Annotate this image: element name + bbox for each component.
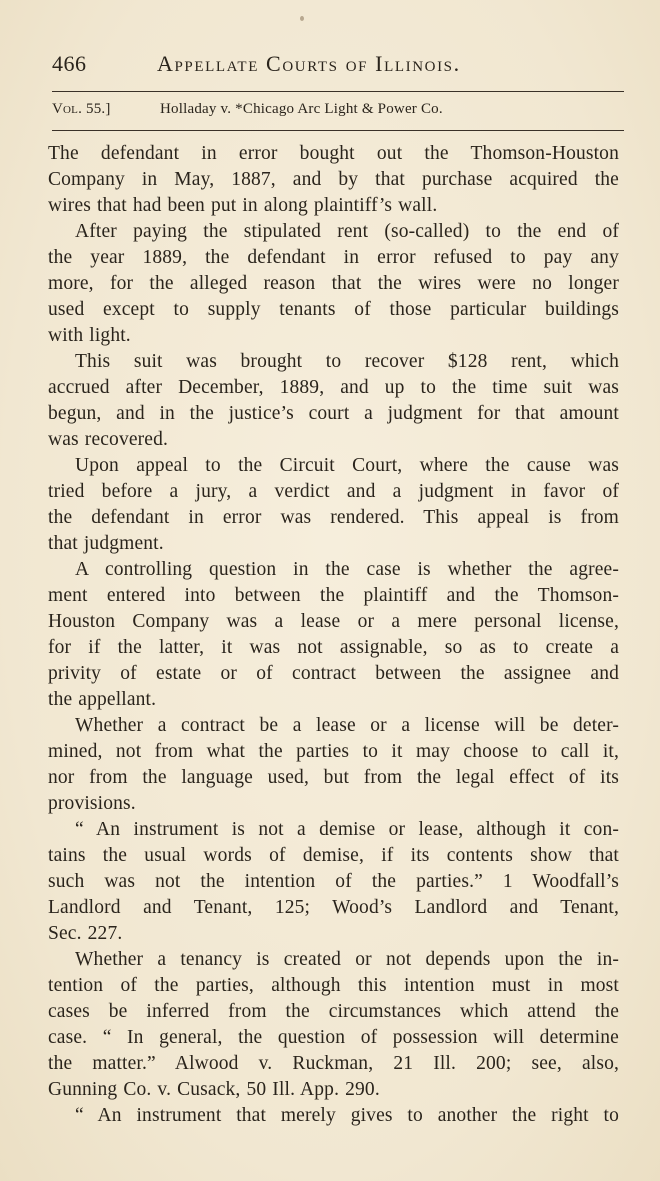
text-line: Upon appeal to the Circuit Court, where the cause was <box>75 455 619 476</box>
text-line: “ An instrument is not a demise or lease, although it con- <box>75 819 619 840</box>
header-rule-bottom <box>52 130 624 131</box>
text-line: more, for the alleged reason that the wires were no longer <box>48 273 619 294</box>
text-line: the defendant in error was rendered. This appeal is from <box>48 507 619 528</box>
text-line: tains the usual words of demise, if its contents show that <box>48 845 619 866</box>
case-name: Holladay v. *Chicago Arc Light & Power Co. <box>160 101 443 117</box>
text-line: used except to supply tenants of those particular buildings <box>48 299 619 320</box>
volume-label: Vol. 55.] <box>52 101 111 117</box>
text-line: wires that had been put in along plaintiff’s wall. <box>48 195 438 216</box>
text-line: case. “ In general, the question of possession will determine <box>48 1027 619 1048</box>
text-line: The defendant in error bought out the Thomson-Houston <box>48 143 619 164</box>
running-title: Appellate Courts of Illinois. <box>157 51 461 76</box>
text-line: tried before a jury, a verdict and a judgment in favor of <box>48 481 619 502</box>
text-line: A controlling question in the case is whether the agree- <box>75 559 619 580</box>
text-line: After paying the stipulated rent (so-called) to the end of <box>75 221 619 242</box>
text-line: privity of estate or of contract between the assignee and <box>48 663 619 684</box>
page-number: 466 <box>52 51 87 76</box>
text-line: accrued after December, 1889, and up to the time suit was <box>48 377 619 398</box>
text-line: the year 1889, the defendant in error refused to pay any <box>48 247 619 268</box>
text-line: that judgment. <box>48 533 164 554</box>
ink-speck <box>300 16 304 21</box>
text-line: “ An instrument that merely gives to another the right to <box>75 1105 619 1126</box>
body-text <box>48 141 619 1129</box>
text-line: tention of the parties, although this intention must in most <box>48 975 619 996</box>
text-line: Houston Company was a lease or a mere personal license, <box>48 611 619 632</box>
text-line: the matter.” Alwood v. Ruckman, 21 Ill. 200; see, also, <box>48 1053 619 1074</box>
text-line: ment entered into between the plaintiff and the Thomson- <box>48 585 619 606</box>
text-line: with light. <box>48 325 131 346</box>
text-line: This suit was brought to recover $128 rent, which <box>75 351 619 372</box>
text-line: the appellant. <box>48 689 157 710</box>
header-rule-top <box>52 91 624 92</box>
text-line: nor from the language used, but from the legal effect of its <box>48 767 619 788</box>
text-line: provisions. <box>48 793 136 814</box>
text-line: Whether a contract be a lease or a license will be deter- <box>75 715 619 736</box>
text-line: Sec. 227. <box>48 923 123 944</box>
text-line: cases be inferred from the circumstances which attend the <box>48 1001 619 1022</box>
text-line: such was not the intention of the parties.” 1 Woodfall’s <box>48 871 619 892</box>
text-line: Company in May, 1887, and by that purchase acquired the <box>48 169 619 190</box>
text-line: Gunning Co. v. Cusack, 50 Ill. App. 290. <box>48 1079 380 1100</box>
text-line: Landlord and Tenant, 125; Wood’s Landlord and Tenant, <box>48 897 619 918</box>
text-line: for if the latter, it was not assignable, so as to create a <box>48 637 619 658</box>
text-line: mined, not from what the parties to it may choose to call it, <box>48 741 619 762</box>
running-head <box>52 51 612 81</box>
text-line: begun, and in the justice’s court a judgment for that amount <box>48 403 619 424</box>
text-line: was recovered. <box>48 429 169 450</box>
text-line: Whether a tenancy is created or not depends upon the in- <box>75 949 619 970</box>
